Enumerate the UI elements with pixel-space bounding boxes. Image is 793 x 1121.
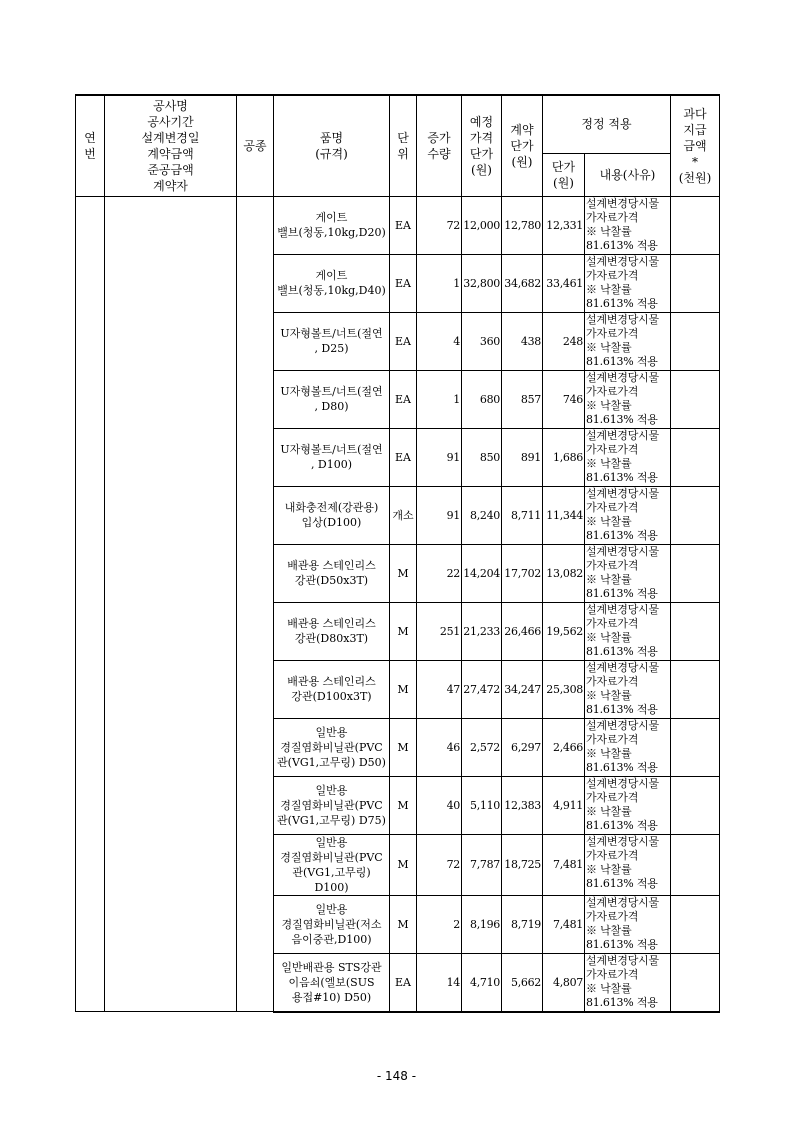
contract-price-cell: 438: [502, 312, 543, 370]
adj-price-cell: 2,466: [543, 718, 585, 776]
unit-cell: M: [390, 776, 417, 834]
unit-cell: M: [390, 544, 417, 602]
item-name-cell: 게이트 밸브(청동,10kg,D20): [274, 196, 390, 254]
reason-line: 설계변경당시물: [586, 370, 659, 384]
est-price-cell: 21,233: [462, 602, 502, 660]
reason-line: ※ 낙찰률: [586, 923, 632, 937]
overpay-cell: [671, 486, 720, 544]
reason-line: 가자료가격: [586, 909, 639, 923]
overpay-cell: [671, 428, 720, 486]
adj-price-cell: 746: [543, 370, 585, 428]
adj-price-cell: 13,082: [543, 544, 585, 602]
est-price-cell: 32,800: [462, 254, 502, 312]
item-name-cell: 게이트 밸브(청동,10kg,D40): [274, 254, 390, 312]
reason-line: ※ 낙찰률: [586, 514, 632, 528]
page-number: - 148 -: [376, 1069, 417, 1083]
item-name-cell: U자형볼트/너트(절연 , D80): [274, 370, 390, 428]
reason-line: 81.613% 적용: [586, 937, 658, 951]
reason-cell: [585, 544, 671, 602]
header-item-name: 품명 (규격): [274, 95, 390, 196]
reason-line: ※ 낙찰률: [586, 981, 632, 995]
contract-price-cell: 8,719: [502, 895, 543, 953]
reason-line: 가자료가격: [586, 442, 639, 456]
header-overpay: 과다 지급 금액 * (천원): [671, 95, 720, 196]
qty-cell: 91: [417, 428, 462, 486]
reason-line: 가자료가격: [586, 384, 639, 398]
qty-cell: 22: [417, 544, 462, 602]
reason-line: 81.613% 적용: [586, 470, 658, 484]
cost-adjustment-table: [75, 94, 720, 1013]
reason-cell: [585, 895, 671, 953]
reason-line: 설계변경당시물: [586, 428, 659, 442]
overpay-cell: [671, 312, 720, 370]
reason-line: 가자료가격: [586, 500, 639, 514]
reason-line: 가자료가격: [586, 848, 639, 862]
est-price-cell: 680: [462, 370, 502, 428]
reason-line: ※ 낙찰률: [586, 340, 632, 354]
reason-line: 81.613% 적용: [586, 995, 658, 1009]
item-name-cell: 배관용 스테인리스 강관(D100x3T): [274, 660, 390, 718]
header-adj-reason: 내용(사유): [585, 153, 671, 196]
reason-line: 81.613% 적용: [586, 296, 658, 310]
unit-cell: EA: [390, 370, 417, 428]
item-name-cell: 일반용 경질염화비닐관(PVC 관(VG1,고무링) D75): [274, 776, 390, 834]
item-name-cell: U자형볼트/너트(절연 , D100): [274, 428, 390, 486]
qty-cell: 14: [417, 953, 462, 1012]
header-no: 연 번: [76, 95, 105, 196]
reason-line: ※ 낙찰률: [586, 224, 632, 238]
contract-price-cell: 34,247: [502, 660, 543, 718]
reason-line: 81.613% 적용: [586, 760, 658, 774]
contract-price-cell: 12,383: [502, 776, 543, 834]
contract-price-cell: 12,780: [502, 196, 543, 254]
overpay-cell: [671, 834, 720, 895]
reason-line: 가자료가격: [586, 732, 639, 746]
reason-cell: [585, 776, 671, 834]
reason-line: 설계변경당시물: [586, 834, 659, 848]
item-name-cell: 일반용 경질염화비닐관(PVC 관(VG1,고무링) D50): [274, 718, 390, 776]
header-work-type: 공종: [237, 95, 274, 196]
item-name-cell: 내화충전제(강관용) 입상(D100): [274, 486, 390, 544]
est-price-cell: 850: [462, 428, 502, 486]
reason-line: ※ 낙찰률: [586, 688, 632, 702]
item-name-cell: 배관용 스테인리스 강관(D80x3T): [274, 602, 390, 660]
reason-line: 설계변경당시물: [586, 953, 659, 967]
unit-cell: EA: [390, 196, 417, 254]
header-est-price: 예정 가격 단가 (원): [462, 95, 502, 196]
contract-price-cell: 6,297: [502, 718, 543, 776]
reason-line: 가자료가격: [586, 268, 639, 282]
contract-price-cell: 5,662: [502, 953, 543, 1012]
qty-cell: 2: [417, 895, 462, 953]
adj-price-cell: 25,308: [543, 660, 585, 718]
reason-line: 81.613% 적용: [586, 702, 658, 716]
unit-cell: EA: [390, 953, 417, 1012]
overpay-cell: [671, 660, 720, 718]
overpay-cell: [671, 196, 720, 254]
adj-price-cell: 7,481: [543, 834, 585, 895]
qty-cell: 47: [417, 660, 462, 718]
unit-cell: M: [390, 602, 417, 660]
contract-price-cell: 26,466: [502, 602, 543, 660]
reason-line: 81.613% 적용: [586, 354, 658, 368]
no-cell: [76, 196, 105, 1012]
reason-line: 가자료가격: [586, 790, 639, 804]
qty-cell: 251: [417, 602, 462, 660]
reason-line: 81.613% 적용: [586, 586, 658, 600]
unit-cell: M: [390, 834, 417, 895]
reason-line: 가자료가격: [586, 210, 639, 224]
item-name-cell: 일반배관용 STS강관 이음쇠(엘보(SUS 용접#10) D50): [274, 953, 390, 1012]
qty-cell: 4: [417, 312, 462, 370]
est-price-cell: 8,240: [462, 486, 502, 544]
reason-cell: [585, 486, 671, 544]
adj-price-cell: 4,911: [543, 776, 585, 834]
est-price-cell: 8,196: [462, 895, 502, 953]
reason-line: 설계변경당시물: [586, 486, 659, 500]
work-type-cell: [237, 196, 274, 1012]
contract-price-cell: 8,711: [502, 486, 543, 544]
reason-line: 가자료가격: [586, 616, 639, 630]
reason-line: 설계변경당시물: [586, 776, 659, 790]
unit-cell: M: [390, 895, 417, 953]
reason-line: 설계변경당시물: [586, 718, 659, 732]
overpay-cell: [671, 254, 720, 312]
qty-cell: 91: [417, 486, 462, 544]
contract-price-cell: 891: [502, 428, 543, 486]
overpay-cell: [671, 953, 720, 1012]
qty-cell: 46: [417, 718, 462, 776]
qty-cell: 1: [417, 254, 462, 312]
reason-cell: [585, 602, 671, 660]
overpay-cell: [671, 776, 720, 834]
reason-line: 가자료가격: [586, 326, 639, 340]
adj-price-cell: 19,562: [543, 602, 585, 660]
header-unit: 단 위: [390, 95, 417, 196]
reason-line: 설계변경당시물: [586, 602, 659, 616]
contract-price-cell: 17,702: [502, 544, 543, 602]
adj-price-cell: 7,481: [543, 895, 585, 953]
reason-line: ※ 낙찰률: [586, 572, 632, 586]
reason-line: ※ 낙찰률: [586, 398, 632, 412]
unit-cell: M: [390, 718, 417, 776]
project-cell: [105, 196, 237, 1012]
reason-line: 가자료가격: [586, 674, 639, 688]
reason-cell: [585, 196, 671, 254]
header-adjustment: 정정 적용: [543, 95, 671, 153]
reason-line: 설계변경당시물: [586, 544, 659, 558]
reason-line: 81.613% 적용: [586, 876, 658, 890]
est-price-cell: 27,472: [462, 660, 502, 718]
est-price-cell: 14,204: [462, 544, 502, 602]
overpay-cell: [671, 544, 720, 602]
reason-cell: [585, 254, 671, 312]
reason-line: 설계변경당시물: [586, 312, 659, 326]
qty-cell: 72: [417, 196, 462, 254]
reason-line: 81.613% 적용: [586, 818, 658, 832]
unit-cell: 개소: [390, 486, 417, 544]
reason-line: 설계변경당시물: [586, 196, 659, 210]
reason-line: 81.613% 적용: [586, 412, 658, 426]
header-qty-increase: 증가 수량: [417, 95, 462, 196]
contract-price-cell: 18,725: [502, 834, 543, 895]
est-price-cell: 12,000: [462, 196, 502, 254]
overpay-cell: [671, 895, 720, 953]
header-adj-unit-price: 단가 (원): [543, 153, 585, 196]
reason-line: 81.613% 적용: [586, 528, 658, 542]
overpay-cell: [671, 718, 720, 776]
reason-line: 설계변경당시물: [586, 895, 659, 909]
est-price-cell: 5,110: [462, 776, 502, 834]
reason-line: 가자료가격: [586, 967, 639, 981]
table-row: [76, 196, 720, 254]
adj-price-cell: 1,686: [543, 428, 585, 486]
overpay-cell: [671, 602, 720, 660]
qty-cell: 1: [417, 370, 462, 428]
adj-price-cell: 33,461: [543, 254, 585, 312]
reason-cell: [585, 312, 671, 370]
reason-cell: [585, 953, 671, 1012]
qty-cell: 72: [417, 834, 462, 895]
header-contract-price: 계약 단가 (원): [502, 95, 543, 196]
adj-price-cell: 248: [543, 312, 585, 370]
reason-line: 가자료가격: [586, 558, 639, 572]
reason-line: 81.613% 적용: [586, 238, 658, 252]
reason-cell: [585, 370, 671, 428]
reason-cell: [585, 428, 671, 486]
header-project: 공사명 공사기간 설계변경일 계약금액 준공금액 계약자: [105, 95, 237, 196]
unit-cell: EA: [390, 428, 417, 486]
reason-cell: [585, 660, 671, 718]
item-name-cell: U자형볼트/너트(절연 , D25): [274, 312, 390, 370]
reason-line: 설계변경당시물: [586, 660, 659, 674]
qty-cell: 40: [417, 776, 462, 834]
adj-price-cell: 12,331: [543, 196, 585, 254]
reason-line: ※ 낙찰률: [586, 804, 632, 818]
reason-line: ※ 낙찰률: [586, 630, 632, 644]
reason-line: ※ 낙찰률: [586, 456, 632, 470]
reason-cell: [585, 834, 671, 895]
reason-line: ※ 낙찰률: [586, 282, 632, 296]
reason-line: 81.613% 적용: [586, 644, 658, 658]
adj-price-cell: 11,344: [543, 486, 585, 544]
est-price-cell: 7,787: [462, 834, 502, 895]
contract-price-cell: 857: [502, 370, 543, 428]
reason-line: 설계변경당시물: [586, 254, 659, 268]
contract-price-cell: 34,682: [502, 254, 543, 312]
unit-cell: EA: [390, 312, 417, 370]
item-name-cell: 일반용 경질염화비닐관(PVC 관(VG1,고무링) D100): [274, 834, 390, 895]
est-price-cell: 2,572: [462, 718, 502, 776]
unit-cell: EA: [390, 254, 417, 312]
unit-cell: M: [390, 660, 417, 718]
reason-line: ※ 낙찰률: [586, 862, 632, 876]
est-price-cell: 360: [462, 312, 502, 370]
est-price-cell: 4,710: [462, 953, 502, 1012]
reason-line: ※ 낙찰률: [586, 746, 632, 760]
reason-cell: [585, 718, 671, 776]
item-name-cell: 일반용 경질염화비닐관(저소 음이중관,D100): [274, 895, 390, 953]
adj-price-cell: 4,807: [543, 953, 585, 1012]
overpay-cell: [671, 370, 720, 428]
item-name-cell: 배관용 스테인리스 강관(D50x3T): [274, 544, 390, 602]
